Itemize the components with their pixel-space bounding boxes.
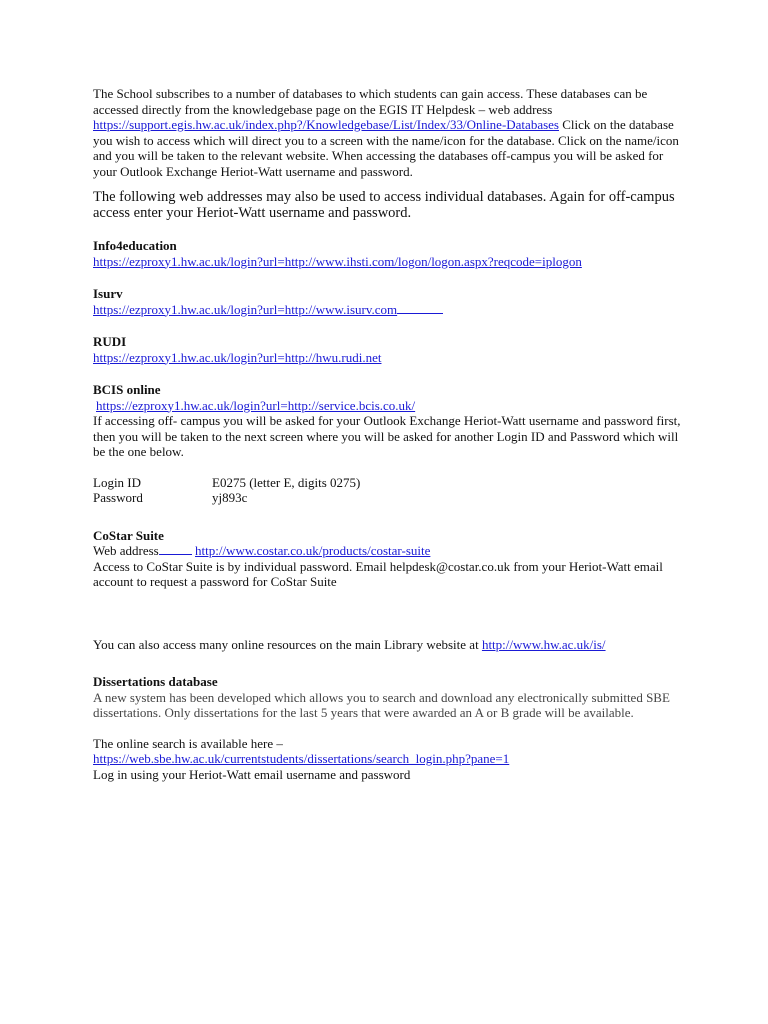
document-body [93, 86, 683, 782]
link-underline-filler [397, 302, 443, 314]
bcis-credentials [93, 475, 683, 506]
database-heading-info4education: Info4education [93, 238, 177, 253]
library-paragraph [93, 637, 683, 653]
costar-access-note: Access to CoStar Suite is by individual password. Email helpdesk@costar.co.uk from your Heriot-Watt email account to request a password for CoStar Suite [93, 558, 663, 589]
intro-paragraph [93, 86, 683, 179]
database-link-row [93, 350, 683, 366]
link-underline-filler [159, 543, 192, 555]
costar-heading: CoStar Suite [93, 527, 164, 543]
database-heading-isurv: Isurv [93, 286, 123, 301]
dissertations-link-row [93, 751, 683, 767]
dissertations-search-link[interactable]: https://web.sbe.hw.ac.uk/currentstudents/dissertations/search_login.php?pane=1 [93, 751, 510, 766]
egis-helpdesk-link[interactable]: https://support.egis.hw.ac.uk/index.php?/Knowledgebase/List/Index/33/Online-Databases [93, 117, 559, 132]
database-heading-bcis: BCIS online [93, 382, 161, 397]
dissertations-description: A new system has been developed which allows you to search and download any electronically submitted SBE dissertations. Only dissertations for the last 5 years that were awarded an A or B grade will be available. [93, 689, 670, 720]
library-link[interactable]: http://www.hw.ac.uk/is/ [481, 636, 606, 652]
credential-row-password [93, 490, 683, 506]
individual-databases-intro: The following web addresses may also be used to access individual databases. Again for off-campus access enter your Heriot-Watt username and password. [93, 189, 675, 221]
credential-row-login [93, 475, 683, 491]
costar-web-label: Web address [93, 543, 159, 558]
isurv-link[interactable]: https://ezproxy1.hw.ac.uk/login?url=http://www.isurv.com [93, 301, 398, 317]
costar-link[interactable]: http://www.costar.co.uk/products/costar-suite [195, 543, 431, 558]
database-link-row [93, 254, 683, 270]
dissertations-login-note: Log in using your Heriot-Watt email username and password [93, 766, 411, 782]
password-label: Password [93, 490, 143, 505]
database-heading-rudi: RUDI [93, 334, 127, 349]
dissertations-heading: Dissertations database [93, 674, 218, 689]
intro-instructions: Click on the database you wish to access which will direct you to a screen with the name/icon for the database. Click on the name/icon and you will be taken to the relevant website. When accessing the databases off-campus you will be asked for your Outlook Exchange Heriot-Watt username and password. [93, 117, 679, 179]
login-id-value: E0275 (letter E, digits 0275) [212, 474, 361, 490]
bcis-link[interactable]: https://ezproxy1.hw.ac.uk/login?url=http://service.bcis.co.uk/ [96, 397, 416, 413]
database-link-row [93, 398, 683, 414]
rudi-link[interactable]: https://ezproxy1.hw.ac.uk/login?url=http://hwu.rudi.net [93, 349, 382, 365]
intro-text: The School subscribes to a number of databases to which students can gain access. These databases can be accessed directly from the knowledgebase page on the EGIS IT Helpdesk – web address [93, 86, 648, 117]
library-text: You can also access many online resources on the main Library website at [93, 636, 479, 652]
dissertations-search-text: The online search is available here – [93, 735, 283, 751]
database-link-row [93, 302, 683, 318]
bcis-access-note: If accessing off- campus you will be asked for your Outlook Exchange Heriot-Watt username and password first, then you will be taken to the next screen where you will be asked for another Login ID and Password which will be the one below. [93, 413, 681, 459]
info4education-link[interactable]: https://ezproxy1.hw.ac.uk/login?url=http://www.ihsti.com/logon/logon.aspx?reqcode=iplogon [93, 253, 582, 269]
password-value: yj893c [212, 490, 248, 505]
costar-web-address [93, 543, 683, 559]
login-id-label: Login ID [93, 474, 142, 490]
